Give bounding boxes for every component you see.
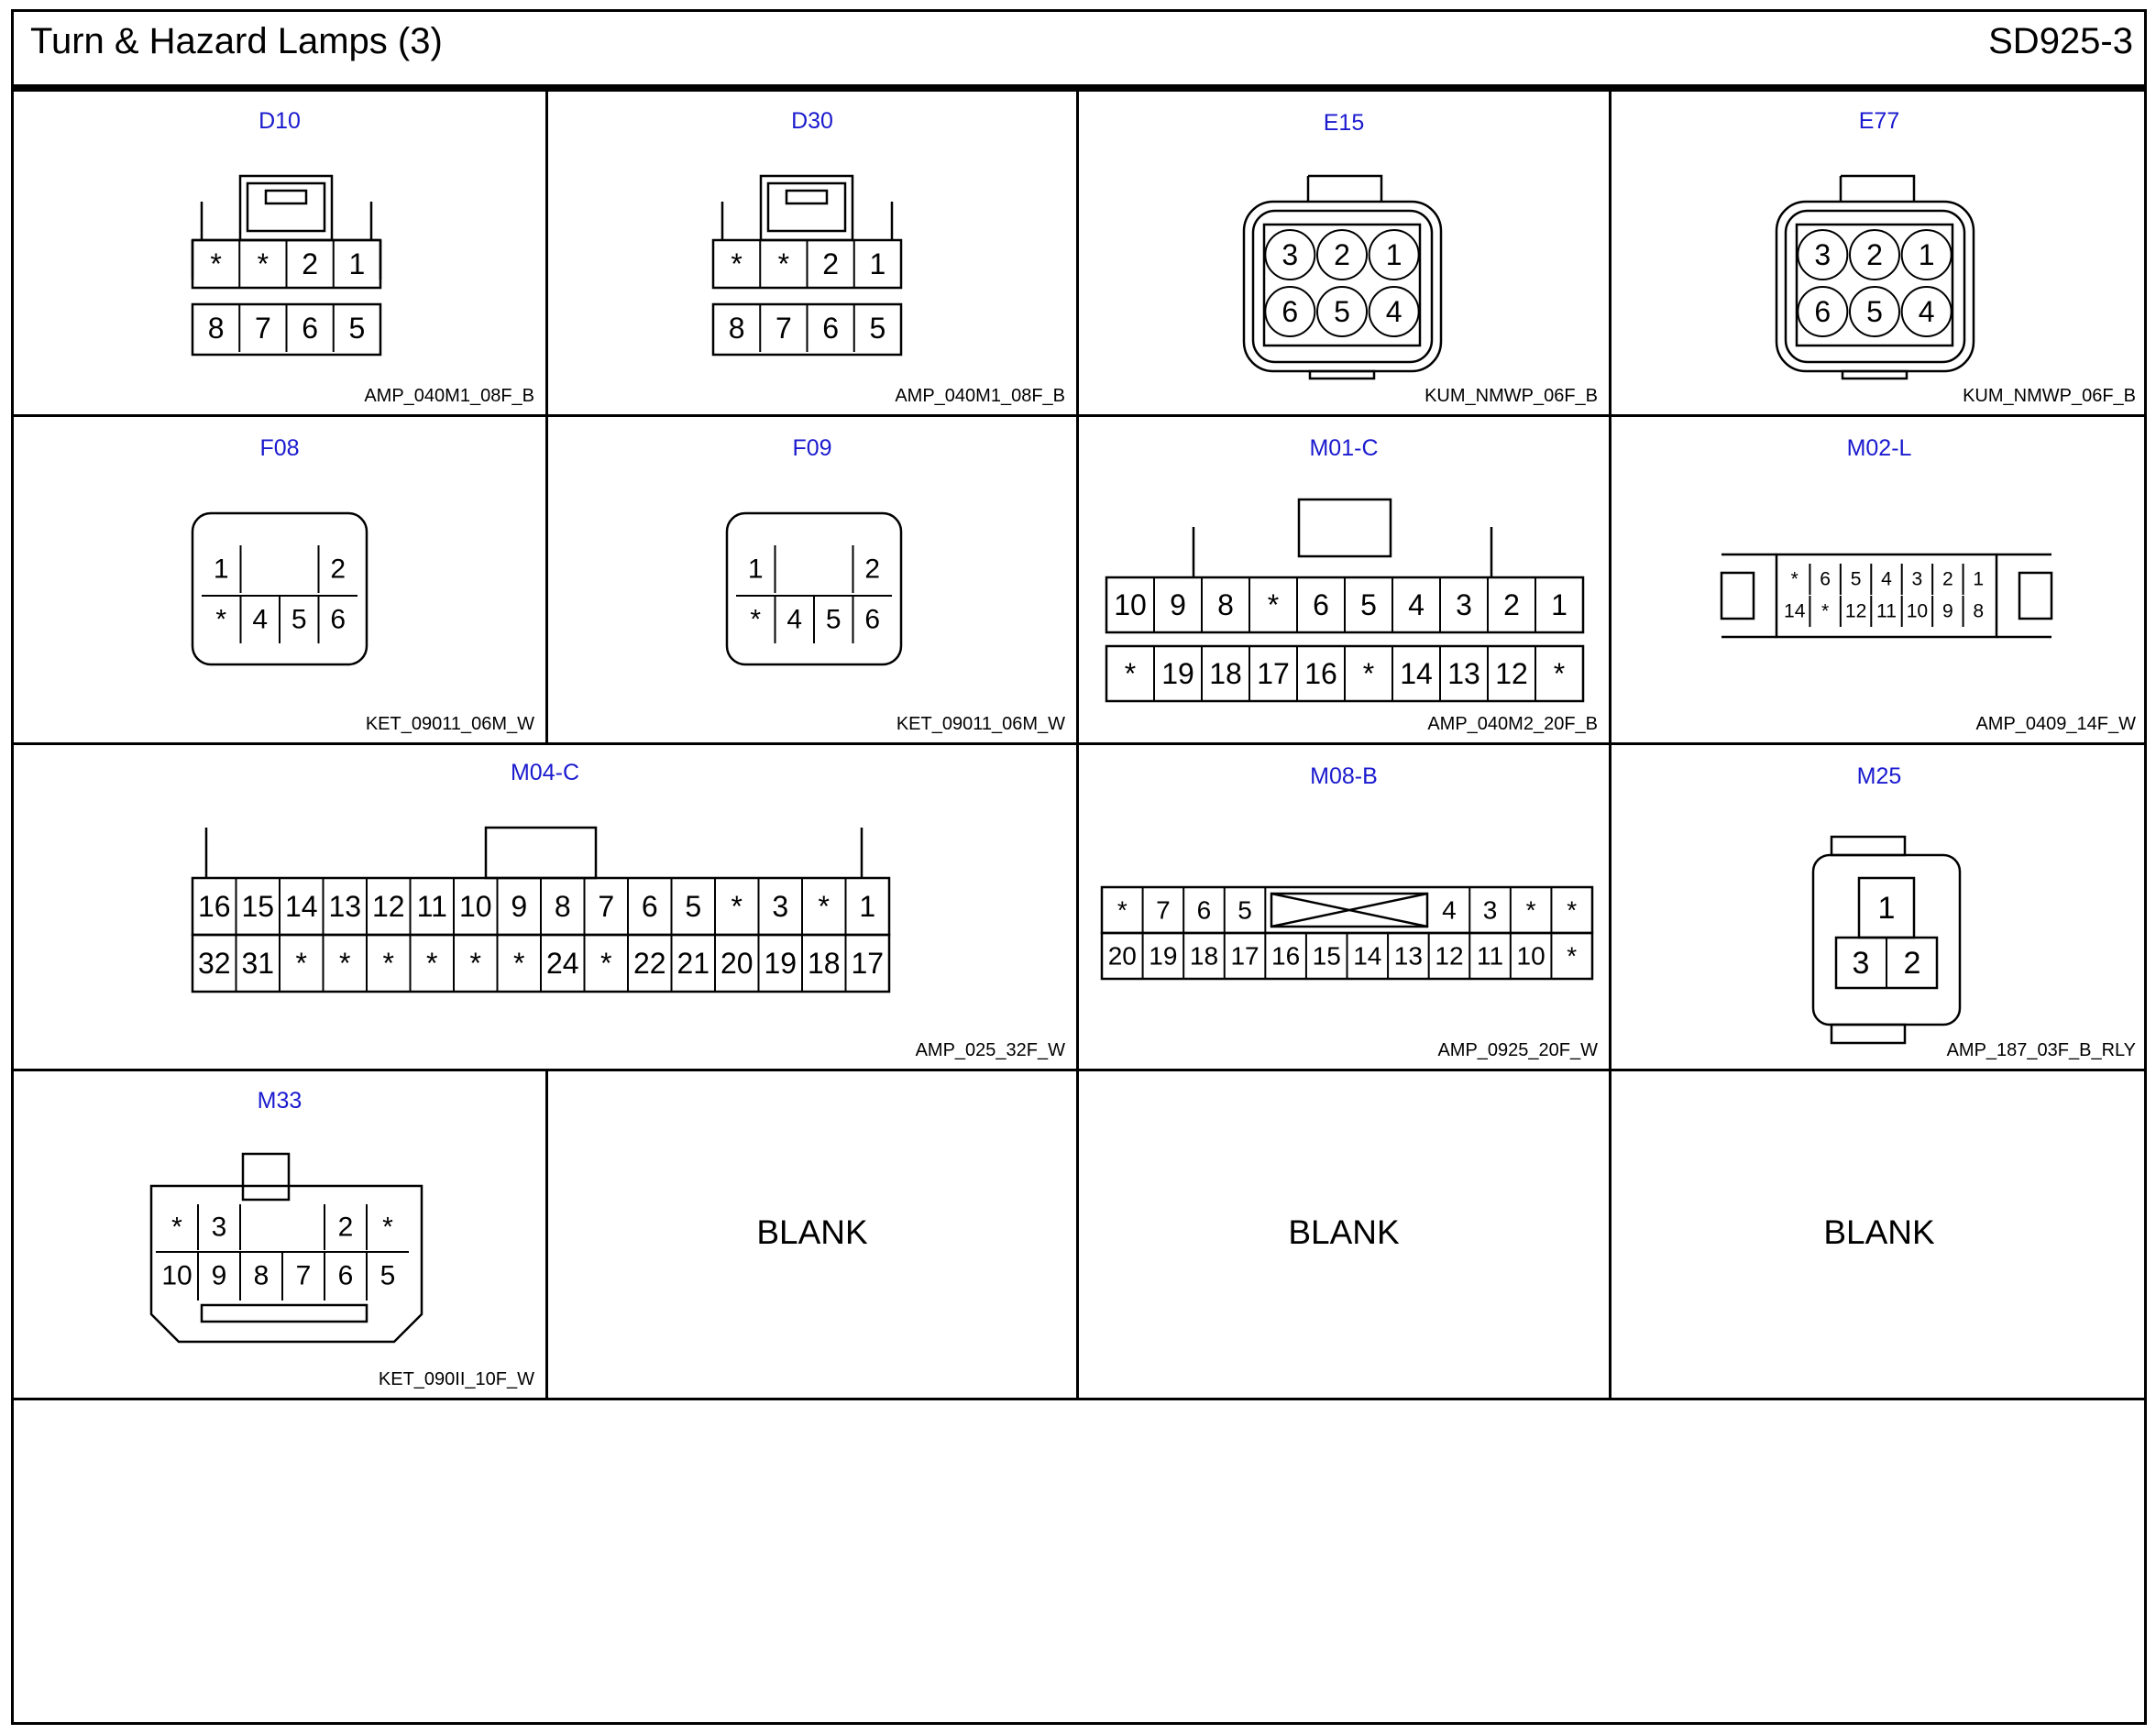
pin-label: 8	[207, 312, 225, 345]
pin-label: 15	[1312, 941, 1341, 971]
connector-id: E15	[1323, 110, 1365, 136]
connector-cell-m01-c	[1079, 417, 1609, 742]
connector-diagram-m04-c	[192, 828, 898, 1011]
pin-label: 1	[213, 554, 229, 585]
pin-label: 24	[545, 947, 579, 980]
blank-label: BLANK	[1288, 1213, 1400, 1251]
pin-label: 13	[1447, 657, 1480, 690]
pin-label: 5	[1866, 295, 1883, 328]
pin-label: 6	[1820, 568, 1832, 590]
connector-part-number: AMP_040M1_08F_B	[895, 386, 1065, 406]
connector-cell-m08-b	[1079, 745, 1609, 1069]
connector-part-number: AMP_187_03F_B_RLY	[1946, 1040, 2136, 1060]
pin-label: 5	[380, 1260, 396, 1291]
pin-label: 19	[1161, 657, 1194, 690]
pin-label: 2	[1942, 568, 1953, 590]
pin-label: *	[295, 947, 307, 980]
pin-label: 2	[337, 1212, 354, 1243]
pin-label: 17	[1230, 941, 1260, 971]
pin-label: 17	[851, 947, 885, 980]
connector-cell-m33	[14, 1071, 545, 1398]
pin-label: 2	[864, 554, 881, 585]
pin-label: 22	[632, 947, 666, 980]
pin-label: 7	[254, 312, 271, 345]
pin-label: 1	[348, 247, 366, 280]
pin-label: 12	[1495, 657, 1528, 690]
pin-label: 12	[371, 890, 405, 923]
pin-label: 2	[1903, 946, 1921, 981]
pin-label: 14	[1783, 600, 1806, 622]
pin-label: 9	[1170, 588, 1186, 621]
connector-cell-d30	[548, 92, 1076, 414]
pin-label: 4	[252, 604, 269, 635]
pin-label: 3	[1282, 238, 1299, 271]
pin-label: 5	[1334, 295, 1350, 328]
pin-label: 13	[328, 890, 362, 923]
diagram-sheet	[11, 9, 2147, 1725]
pin-label: 8	[253, 1260, 270, 1291]
pin-label: *	[1116, 895, 1128, 925]
connector-cell-d10	[14, 92, 545, 414]
connector-cell-m25	[1612, 745, 2147, 1069]
pin-label: 7	[295, 1260, 312, 1291]
pin-label: 16	[197, 890, 231, 923]
pin-grid	[1114, 577, 1568, 701]
pin-label: 3	[1852, 946, 1870, 981]
pin-label: 1	[747, 554, 764, 585]
pin-label: 6	[337, 1260, 354, 1291]
pin-grid	[208, 240, 366, 352]
pin-label: 5	[869, 312, 886, 345]
connector-part-number: KUM_NMWP_06F_B	[1424, 386, 1598, 406]
pin-label: *	[382, 1212, 393, 1243]
pin-label: *	[513, 947, 525, 980]
pin-label: 10	[1114, 588, 1147, 621]
pin-label: 3	[1911, 568, 1923, 590]
pin-label: 10	[161, 1260, 192, 1291]
pin-label: 14	[1353, 941, 1382, 971]
pin-label: 20	[1107, 941, 1137, 971]
blank-cell	[1612, 1071, 2147, 1398]
pin-label: 3	[1456, 588, 1472, 621]
pin-grid	[729, 240, 886, 352]
pin-label: *	[339, 947, 351, 980]
connector-id: E77	[1858, 108, 1900, 134]
pin-label: 5	[685, 890, 702, 923]
pin-grid	[1784, 564, 1984, 627]
pin-label: 3	[211, 1212, 227, 1243]
pin-label: 6	[864, 604, 881, 635]
pin-label: 2	[1334, 238, 1350, 271]
pin-label: 5	[1238, 895, 1252, 925]
pin-label: *	[1821, 600, 1830, 622]
connector-id: F09	[792, 435, 832, 461]
pin-label: *	[171, 1212, 182, 1243]
connector-id: M08-B	[1310, 763, 1378, 789]
connector-diagram-m25	[1813, 837, 1996, 1048]
pin-label: 3	[1482, 895, 1498, 925]
connector-diagram-d30	[713, 174, 906, 345]
pin-label: 11	[1876, 600, 1897, 622]
pin-label: 5	[1360, 588, 1377, 621]
pin-m33	[156, 1204, 409, 1300]
pin-label: 10	[458, 890, 492, 923]
pin-label: 2	[330, 554, 346, 585]
pin-label: 6	[330, 604, 346, 635]
pin-two-tier	[202, 545, 358, 643]
pin-label: 7	[775, 312, 792, 345]
pin-label: 4	[1918, 295, 1935, 328]
pin-label: *	[731, 247, 742, 280]
connector-part-number: AMP_0409_14F_W	[1975, 714, 2136, 734]
pin-label: *	[215, 604, 227, 635]
pin-label: *	[1267, 588, 1280, 621]
pin-label: 4	[1442, 895, 1457, 925]
pin-label: 20	[720, 947, 754, 980]
connector-id: F08	[259, 435, 300, 461]
connector-cell-m04-c	[14, 745, 1076, 1069]
pin-label: 32	[197, 947, 231, 980]
pin-label: 10	[1906, 600, 1929, 622]
pin-label: *	[382, 947, 394, 980]
connector-id: M01-C	[1309, 435, 1379, 461]
connector-part-number: KET_090II_10F_W	[378, 1369, 534, 1389]
pin-label: 4	[1881, 568, 1892, 590]
pin-label: 8	[1973, 600, 1985, 622]
pin-label: 4	[1408, 588, 1424, 621]
pin-label: *	[1525, 895, 1536, 925]
pin-label: 7	[598, 890, 615, 923]
pin-label: *	[777, 247, 790, 280]
connector-id: D30	[791, 108, 833, 134]
connector-diagram-d10	[192, 174, 385, 345]
pin-label: 14	[284, 890, 318, 923]
connector-diagram-f09	[727, 513, 910, 678]
pin-label: 10	[1516, 941, 1546, 971]
pin-label: 17	[1257, 657, 1290, 690]
pin-label: *	[750, 604, 762, 635]
pin-label: *	[1553, 657, 1566, 690]
pin-label: 1	[869, 247, 886, 280]
pin-label: 5	[1850, 568, 1862, 590]
pin-label: 9	[211, 1260, 227, 1291]
pin-label: 3	[1814, 238, 1832, 271]
pin-label: 15	[241, 890, 275, 923]
pin-label: 1	[1877, 891, 1896, 926]
pin-label: 18	[807, 947, 841, 980]
pin-label: *	[600, 947, 612, 980]
pin-label: 16	[1271, 941, 1301, 971]
connector-part-number: AMP_040M2_20F_B	[1427, 714, 1598, 734]
pin-label: 2	[302, 247, 319, 280]
pin-label: *	[1124, 657, 1137, 690]
pin-label: 8	[554, 890, 571, 923]
connector-part-number: AMP_025_32F_W	[915, 1040, 1065, 1060]
pin-label: 5	[291, 604, 307, 635]
page-code: SD925-3	[1988, 21, 2133, 61]
page-title: Turn & Hazard Lamps (3)	[30, 21, 443, 61]
connector-cell-f09	[548, 417, 1076, 742]
pin-label: *	[731, 890, 742, 923]
pin-label: 13	[1393, 941, 1423, 971]
pin-label: 6	[641, 890, 658, 923]
pin-label: 31	[241, 947, 275, 980]
connector-diagram-f08	[192, 513, 376, 678]
pin-label: 3	[772, 890, 789, 923]
pin-label: 5	[825, 604, 842, 635]
pin-label: *	[210, 247, 222, 280]
pin-label: 12	[1844, 600, 1867, 622]
pin-label: *	[469, 947, 481, 980]
pin-label: 1	[1551, 588, 1568, 621]
pin-label: 4	[786, 604, 803, 635]
title-rule	[14, 84, 2144, 92]
pin-label: 1	[859, 890, 876, 923]
pin-label: 4	[1385, 295, 1402, 328]
pin-label: 6	[1282, 295, 1299, 328]
pin-label: *	[1567, 895, 1578, 925]
pin-label: 6	[302, 312, 319, 345]
blank-cell	[548, 1071, 1076, 1398]
pin-label: *	[818, 890, 830, 923]
connector-cell-f08	[14, 417, 545, 742]
pin-label: 21	[676, 947, 710, 980]
pin-circles	[1265, 230, 1418, 336]
blank-label: BLANK	[1823, 1213, 1935, 1251]
pin-label: 1	[1973, 568, 1985, 590]
connector-part-number: KUM_NMWP_06F_B	[1963, 386, 2136, 406]
pin-label: *	[1790, 568, 1798, 590]
connector-cell-m02-l	[1612, 417, 2147, 742]
connector-id: M33	[257, 1088, 302, 1114]
pin-circles	[1798, 230, 1951, 336]
pin-label: 6	[1196, 895, 1212, 925]
blank-cell	[1079, 1071, 1609, 1398]
pin-label: 6	[822, 312, 840, 345]
connector-id: D10	[258, 108, 301, 134]
connector-diagram-m33	[147, 1149, 422, 1360]
pin-label: 12	[1435, 941, 1464, 971]
connector-id: M02-L	[1846, 435, 1912, 461]
pin-label: 1	[1385, 238, 1402, 271]
connector-id: M25	[1856, 763, 1902, 789]
pin-label: *	[1567, 941, 1578, 971]
connector-part-number: KET_09011_06M_W	[896, 714, 1065, 734]
pin-label: 11	[1477, 941, 1504, 971]
pin-label: 11	[416, 890, 447, 923]
pin-label: 6	[1814, 295, 1832, 328]
connector-id: M04-C	[510, 760, 579, 785]
pin-label: 2	[1866, 238, 1883, 271]
connector-part-number: KET_09011_06M_W	[365, 714, 534, 734]
connector-part-number: AMP_0925_20F_W	[1437, 1040, 1598, 1060]
pin-label: 2	[1503, 588, 1520, 621]
pin-label: 8	[1217, 588, 1234, 621]
connector-diagram-m02-l	[1722, 545, 2052, 655]
pin-label: *	[257, 247, 270, 280]
pin-label: 18	[1209, 657, 1242, 690]
pin-label: 2	[822, 247, 840, 280]
pin-label: 1	[1918, 238, 1935, 271]
pin-label: 9	[511, 890, 528, 923]
connector-cell-e15	[1079, 92, 1609, 414]
pin-label: *	[1362, 657, 1375, 690]
pin-label: *	[426, 947, 438, 980]
pin-m25	[1853, 891, 1921, 988]
pin-label: 9	[1942, 600, 1953, 622]
pin-label: 16	[1304, 657, 1337, 690]
connector-diagram-m08-b	[1102, 873, 1597, 1002]
pin-label: 14	[1400, 657, 1433, 690]
pin-two-tier	[736, 545, 892, 643]
pin-label: 8	[728, 312, 745, 345]
pin-label: 6	[1313, 588, 1329, 621]
grid-row-divider	[14, 1398, 2144, 1400]
pin-label: 7	[1156, 895, 1171, 925]
connector-cell-e77	[1612, 92, 2147, 414]
pin-label: 18	[1189, 941, 1219, 971]
pin-label: 5	[348, 312, 366, 345]
pin-label: 19	[1149, 941, 1178, 971]
blank-label: BLANK	[756, 1213, 868, 1251]
connector-diagram-e77	[1776, 174, 1978, 385]
pin-label: 19	[764, 947, 798, 980]
connector-part-number: AMP_040M1_08F_B	[364, 386, 534, 406]
connector-diagram-e15	[1244, 174, 1446, 385]
connector-diagram-m01-c	[1106, 499, 1583, 701]
